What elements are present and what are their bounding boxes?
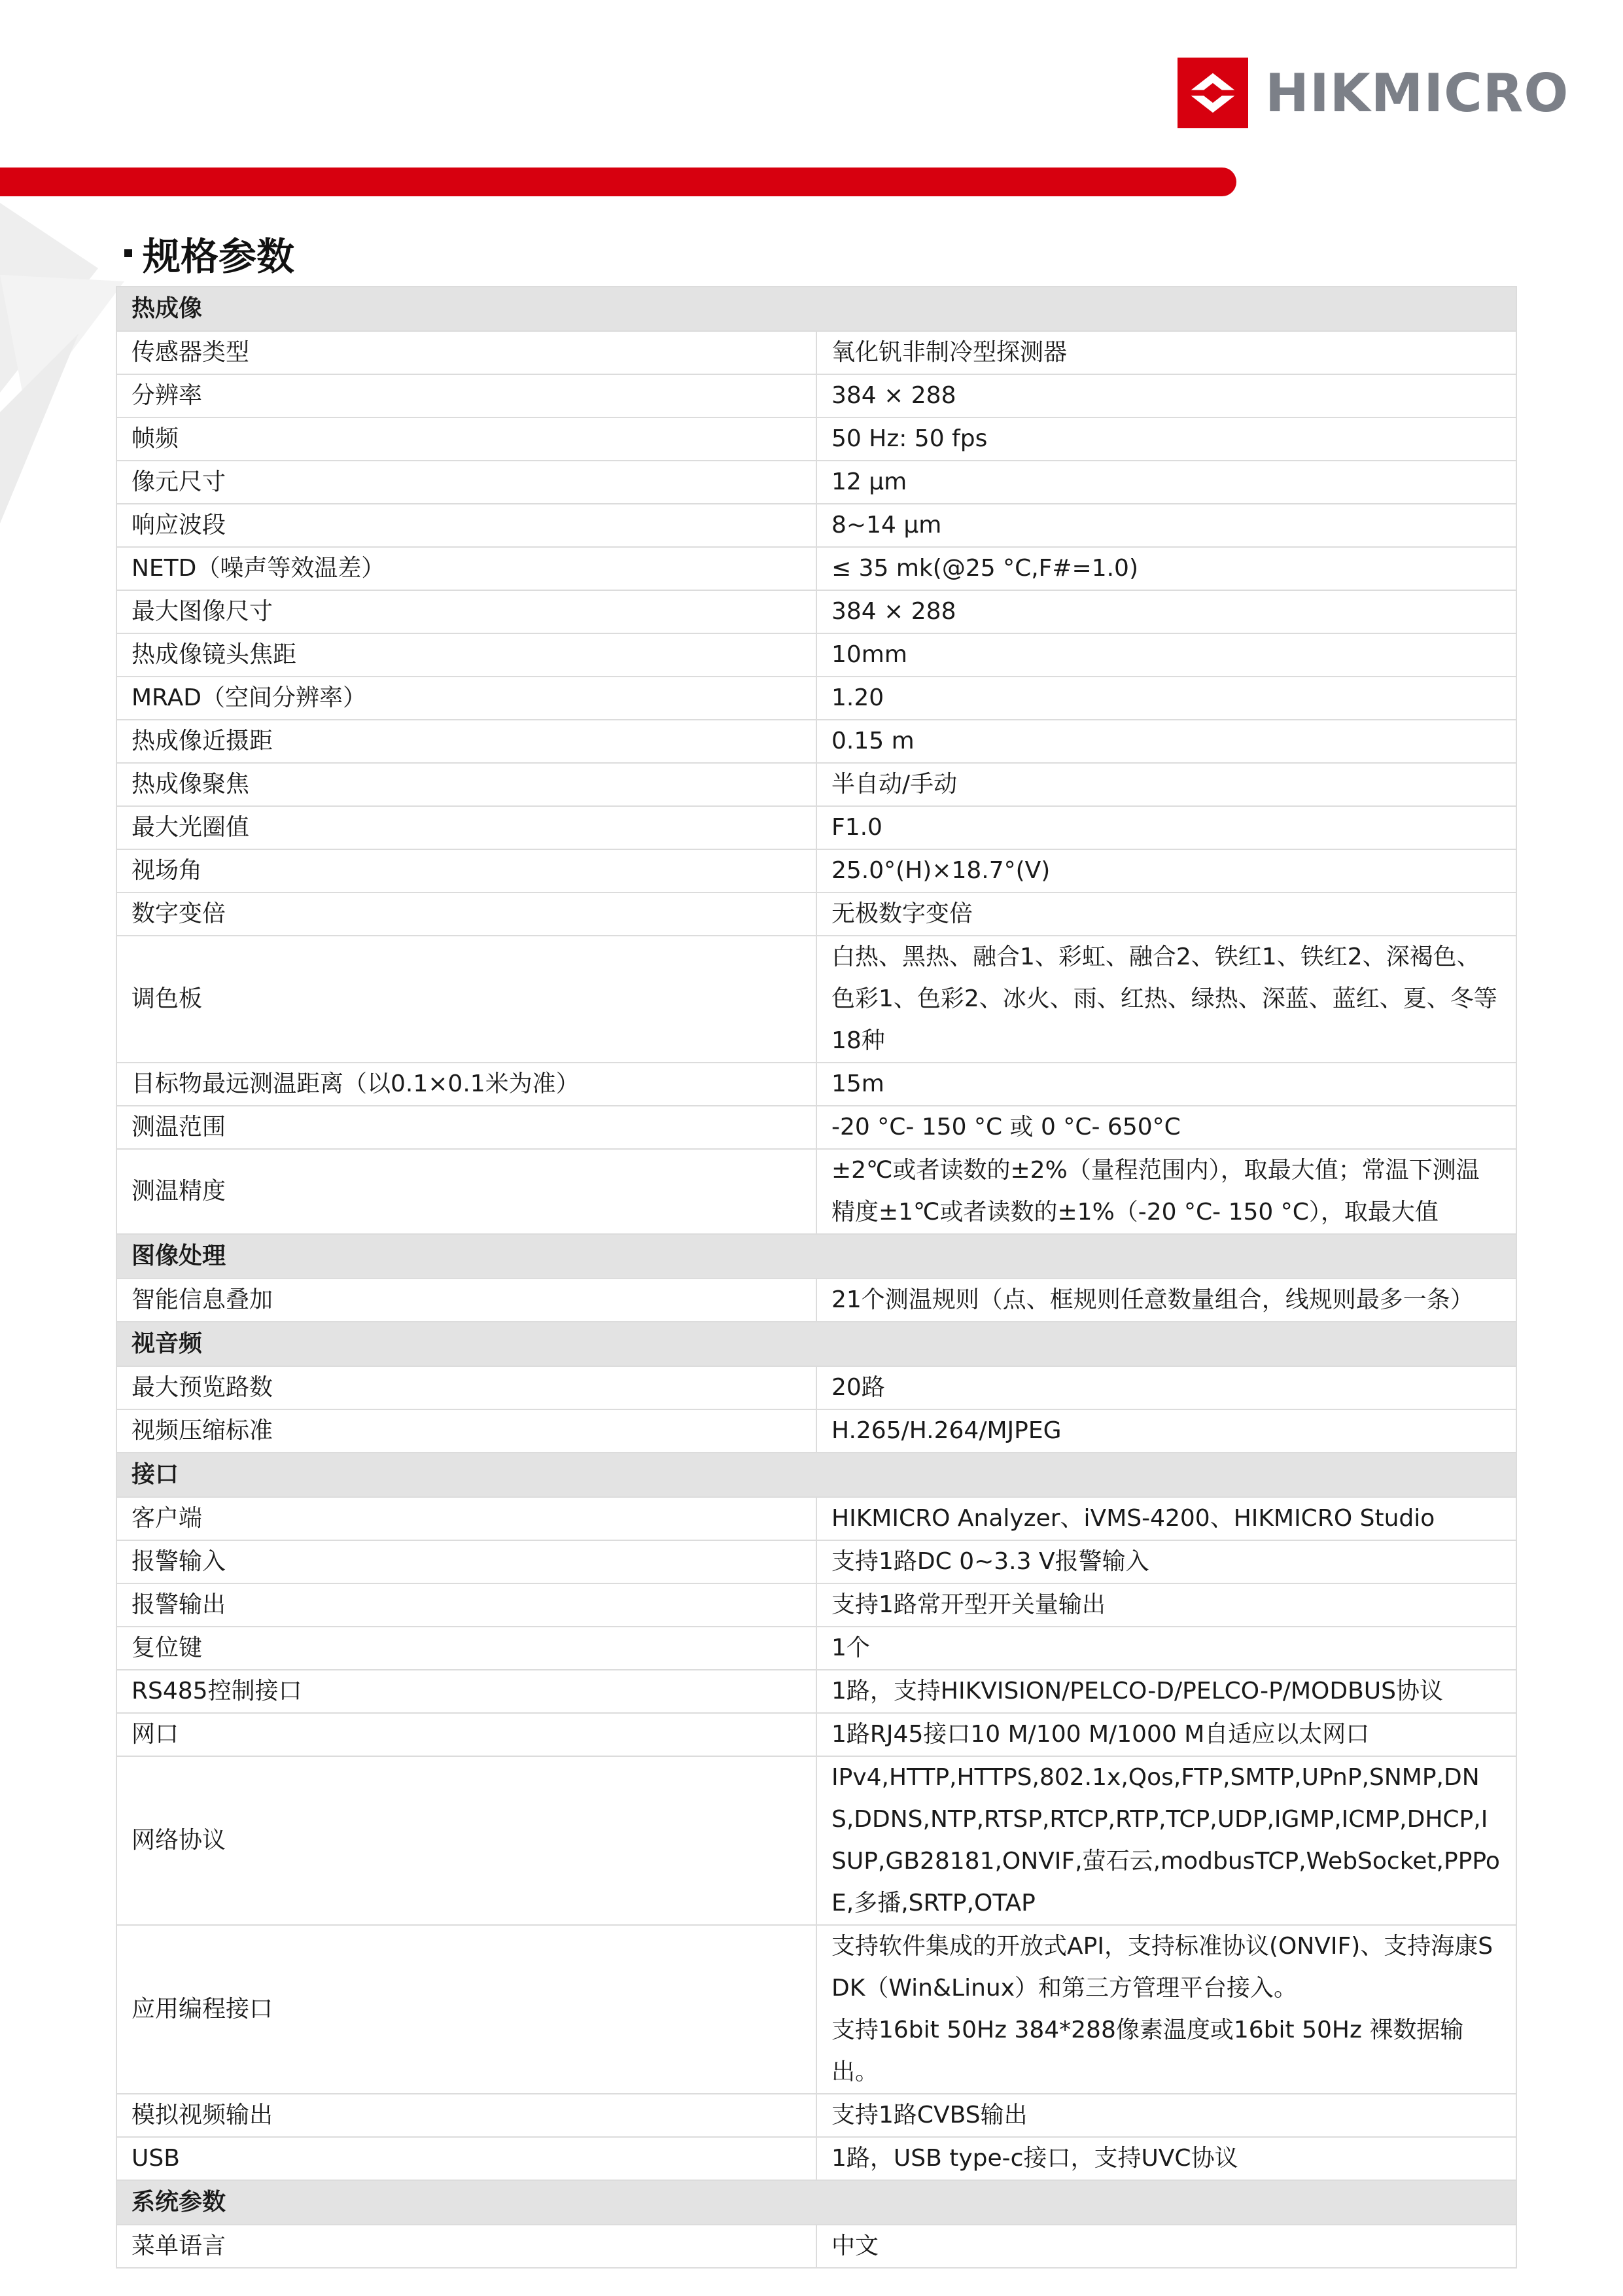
table-row	[116, 1627, 1516, 1670]
page-title-text: 规格参数	[143, 234, 295, 279]
table-row	[116, 936, 1516, 1063]
spec-label: 报警输入	[116, 1540, 816, 1583]
table-row	[116, 849, 1516, 892]
section-header-row	[116, 1453, 1516, 1497]
spec-label: 智能信息叠加	[116, 1279, 816, 1322]
spec-value: 氧化钒非制冷型探测器	[816, 331, 1516, 374]
table-row	[116, 2137, 1516, 2180]
table-row	[116, 763, 1516, 806]
table-row	[116, 374, 1516, 417]
spec-table	[116, 286, 1517, 2269]
table-row	[116, 331, 1516, 374]
table-row	[116, 1409, 1516, 1453]
spec-label: 网络协议	[116, 1756, 816, 1925]
table-row	[116, 461, 1516, 504]
spec-value: 20路	[816, 1366, 1516, 1409]
page-title	[124, 226, 294, 281]
spec-label: 测温精度	[116, 1149, 816, 1234]
spec-label: 客户端	[116, 1497, 816, 1540]
table-row	[116, 1756, 1516, 1925]
section-header-row	[116, 2180, 1516, 2225]
spec-value-line: 支持16bit 50Hz 384*288像素温度或16bit 50Hz 裸数据输出。	[831, 2017, 1464, 2085]
decorative-shards	[0, 196, 131, 537]
table-row	[116, 1366, 1516, 1409]
section-header: 接口	[116, 1453, 1516, 1497]
spec-label: 模拟视频输出	[116, 2094, 816, 2137]
spec-label: 视频压缩标准	[116, 1409, 816, 1453]
table-row	[116, 1540, 1516, 1583]
spec-label: 测温范围	[116, 1106, 816, 1149]
spec-value: 12 μm	[816, 461, 1516, 504]
spec-label: 应用编程接口	[116, 1925, 816, 2094]
table-row	[116, 806, 1516, 849]
spec-value: -20 °C- 150 °C 或 0 °C- 650°C	[816, 1106, 1516, 1149]
spec-label: 最大光圈值	[116, 806, 816, 849]
table-row	[116, 677, 1516, 720]
section-header-row	[116, 1234, 1516, 1279]
table-row	[116, 2094, 1516, 2137]
spec-value: 8~14 μm	[816, 504, 1516, 547]
section-header: 热成像	[116, 287, 1516, 331]
spec-value: 15m	[816, 1063, 1516, 1106]
spec-value: IPv4,HTTP,HTTPS,802.1x,Qos,FTP,SMTP,UPnP,SNMP,DNS,DDNS,NTP,RTSP,RTCP,RTP,TCP,UDP,IGMP,ICMP,DHCP,ISUP,GB28181,ONVIF,萤石云,modbusTCP,WebSocket,PPPoE,多播,SRTP,OTAP	[816, 1756, 1516, 1925]
spec-label: USB	[116, 2137, 816, 2180]
spec-label: 视场角	[116, 849, 816, 892]
brand-name: HIKMICRO	[1265, 62, 1569, 124]
spec-value: F1.0	[816, 806, 1516, 849]
table-row	[116, 1106, 1516, 1149]
section-header: 视音频	[116, 1322, 1516, 1366]
spec-value: 0.15 m	[816, 720, 1516, 763]
table-row	[116, 547, 1516, 590]
table-row	[116, 1149, 1516, 1234]
spec-label: 帧频	[116, 417, 816, 461]
spec-value: 支持1路DC 0~3.3 V报警输入	[816, 1540, 1516, 1583]
bullet-icon	[124, 249, 132, 257]
spec-label: RS485控制接口	[116, 1670, 816, 1713]
spec-label: 响应波段	[116, 504, 816, 547]
spec-value	[816, 1925, 1516, 2094]
spec-value: ≤ 35 mk(@25 °C,F#=1.0)	[816, 547, 1516, 590]
spec-value: ±2℃或者读数的±2%（量程范围内），取最大值；常温下测温精度±1℃或者读数的±1%（-20 °C- 150 °C），取最大值	[816, 1149, 1516, 1234]
spec-label: 数字变倍	[116, 892, 816, 936]
spec-value: 384 × 288	[816, 590, 1516, 633]
table-row	[116, 1497, 1516, 1540]
section-header-row	[116, 287, 1516, 331]
table-row	[116, 1925, 1516, 2094]
spec-label: 最大预览路数	[116, 1366, 816, 1409]
spec-value: 半自动/手动	[816, 763, 1516, 806]
spec-label: 热成像聚焦	[116, 763, 816, 806]
spec-value: HIKMICRO Analyzer、iVMS-4200、HIKMICRO Studio	[816, 1497, 1516, 1540]
hikmicro-logo-icon	[1178, 58, 1248, 128]
spec-value: H.265/H.264/MJPEG	[816, 1409, 1516, 1453]
brand-logo	[1178, 58, 1569, 128]
section-header: 图像处理	[116, 1234, 1516, 1279]
spec-value: 1路，支持HIKVISION/PELCO-D/PELCO-P/MODBUS协议	[816, 1670, 1516, 1713]
spec-label: NETD（噪声等效温差）	[116, 547, 816, 590]
spec-label: 最大图像尺寸	[116, 590, 816, 633]
spec-label: 调色板	[116, 936, 816, 1063]
spec-value: 10mm	[816, 633, 1516, 677]
spec-value: 50 Hz: 50 fps	[816, 417, 1516, 461]
table-row	[116, 1279, 1516, 1322]
header-red-bar	[0, 168, 1236, 196]
spec-value: 21个测温规则（点、框规则任意数量组合，线规则最多一条）	[816, 1279, 1516, 1322]
spec-label: 传感器类型	[116, 331, 816, 374]
spec-label: 分辨率	[116, 374, 816, 417]
spec-value: 25.0°(H)×18.7°(V)	[816, 849, 1516, 892]
section-header: 系统参数	[116, 2180, 1516, 2225]
table-row	[116, 504, 1516, 547]
spec-value: 1.20	[816, 677, 1516, 720]
table-row	[116, 590, 1516, 633]
spec-label: 报警输出	[116, 1583, 816, 1627]
spec-label: 复位键	[116, 1627, 816, 1670]
spec-value: 1路，USB type-c接口，支持UVC协议	[816, 2137, 1516, 2180]
spec-label: MRAD（空间分辨率）	[116, 677, 816, 720]
table-row	[116, 1063, 1516, 1106]
spec-label: 热成像镜头焦距	[116, 633, 816, 677]
spec-value: 1路RJ45接口10 M/100 M/1000 M自适应以太网口	[816, 1713, 1516, 1756]
spec-value: 支持1路常开型开关量输出	[816, 1583, 1516, 1627]
spec-value: 384 × 288	[816, 374, 1516, 417]
table-row	[116, 633, 1516, 677]
spec-value: 无极数字变倍	[816, 892, 1516, 936]
table-row	[116, 1670, 1516, 1713]
section-header-row	[116, 1322, 1516, 1366]
table-row	[116, 417, 1516, 461]
spec-value: 支持1路CVBS输出	[816, 2094, 1516, 2137]
table-row	[116, 892, 1516, 936]
table-row	[116, 1583, 1516, 1627]
spec-label: 热成像近摄距	[116, 720, 816, 763]
spec-label: 网口	[116, 1713, 816, 1756]
spec-value: 中文	[816, 2225, 1516, 2268]
spec-label: 像元尺寸	[116, 461, 816, 504]
spec-label: 目标物最远测温距离（以0.1×0.1米为准）	[116, 1063, 816, 1106]
spec-value: 1个	[816, 1627, 1516, 1670]
table-row	[116, 720, 1516, 763]
table-row	[116, 2225, 1516, 2268]
spec-value-line: 支持软件集成的开放式API，支持标准协议(ONVIF)、支持海康SDK（Win&Linux）和第三方管理平台接入。	[831, 1933, 1493, 2002]
spec-value: 白热、黑热、融合1、彩虹、融合2、铁红1、铁红2、深褐色、色彩1、色彩2、冰火、雨、红热、绿热、深蓝、蓝红、夏、冬等18种	[816, 936, 1516, 1063]
table-row	[116, 1713, 1516, 1756]
spec-label: 菜单语言	[116, 2225, 816, 2268]
